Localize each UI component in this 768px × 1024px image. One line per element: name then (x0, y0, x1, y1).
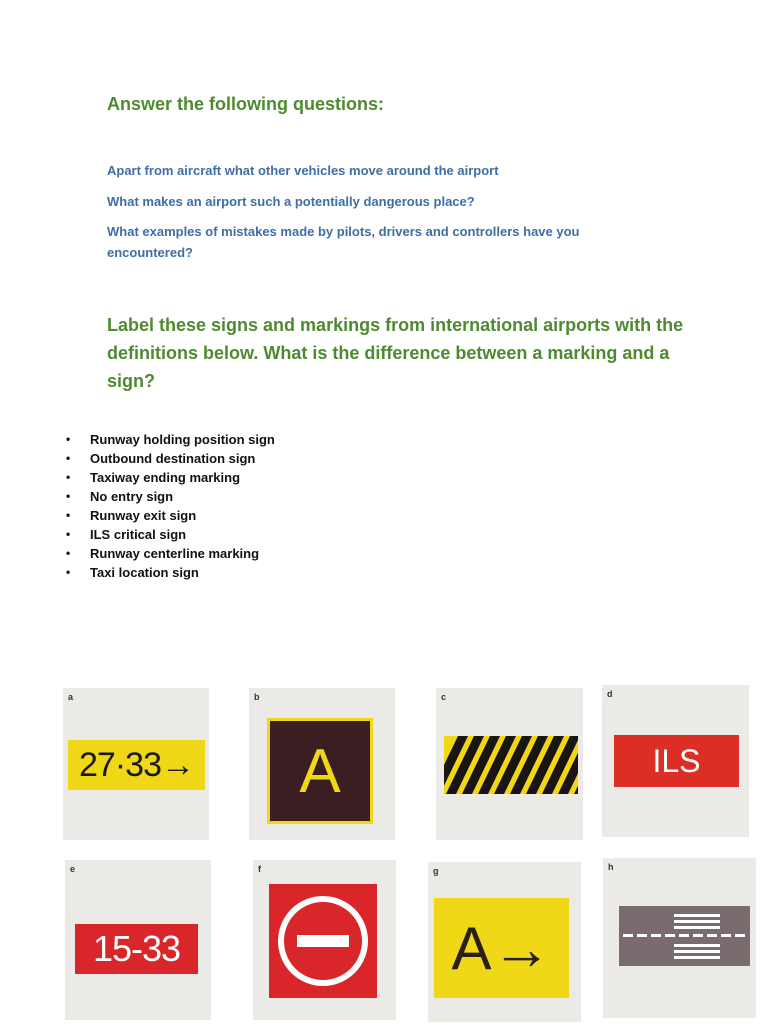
definition-text: ILS critical sign (90, 527, 187, 542)
definition-text: Runway centerline marking (90, 546, 260, 561)
bullet-icon: • (66, 546, 71, 560)
no-entry-icon (269, 884, 377, 998)
card-letter: a (68, 692, 74, 702)
sign-card-b (249, 688, 395, 840)
question-2: What makes an airport such a potentially dangerous place? (107, 194, 475, 209)
sign-card-h (603, 858, 756, 1018)
bullet-icon: • (66, 489, 71, 503)
card-letter: f (258, 864, 261, 874)
outbound-destination-sign-image: 27·33→ (68, 740, 205, 790)
list-item (66, 544, 275, 563)
sign-card-e (65, 860, 211, 1020)
hazard-stripe-marking-image (444, 736, 578, 794)
card-letter: e (70, 864, 76, 874)
card-letter: g (433, 866, 439, 876)
definition-text: No entry sign (90, 489, 174, 504)
definition-text: Outbound destination sign (90, 451, 256, 466)
bullet-icon: • (66, 527, 71, 541)
bullet-icon: • (66, 451, 71, 465)
bullet-icon: • (66, 565, 71, 579)
label-instructions-heading: Label these signs and markings from international airports with the definitions below. What is the difference between a marking and a sign? (107, 315, 684, 391)
definition-text: Runway holding position sign (90, 432, 275, 447)
sign-card-g (428, 862, 581, 1022)
list-item (66, 563, 275, 582)
question-1: Apart from aircraft what other vehicles move around the airport (107, 163, 499, 178)
taxi-location-sign-image (267, 718, 373, 824)
sign-b-text: A (270, 721, 370, 821)
questions-heading: Answer the following questions: (107, 94, 385, 114)
list-item (66, 487, 275, 506)
bullet-icon: • (66, 508, 71, 522)
sign-card-a (63, 688, 209, 840)
runway-holding-position-sign-image: 15-33 (75, 924, 198, 974)
list-item (66, 506, 275, 525)
bullet-icon: • (66, 470, 71, 484)
sign-card-c (436, 688, 583, 840)
definition-text: Taxiway ending marking (90, 470, 241, 485)
bullet-icon: • (66, 432, 71, 446)
definition-text: Runway exit sign (90, 508, 197, 523)
ils-critical-sign-image: ILS (614, 735, 739, 787)
list-item (66, 468, 275, 487)
runway-exit-sign-image: A→ (434, 898, 569, 998)
card-letter: d (607, 689, 613, 699)
card-letter: h (608, 862, 614, 872)
card-letter: b (254, 692, 260, 702)
no-entry-sign-image (269, 884, 377, 998)
question-3: What examples of mistakes made by pilots, drivers and controllers have you encountered? (107, 224, 580, 260)
runway-centerline-marking-image (619, 906, 750, 966)
list-item (66, 449, 275, 468)
list-item (66, 525, 275, 544)
sign-card-d (602, 685, 749, 837)
definition-text: Taxi location sign (90, 565, 199, 580)
sign-card-f (253, 860, 396, 1020)
definitions-list (66, 430, 275, 582)
card-letter: c (441, 692, 447, 702)
list-item (66, 430, 275, 449)
